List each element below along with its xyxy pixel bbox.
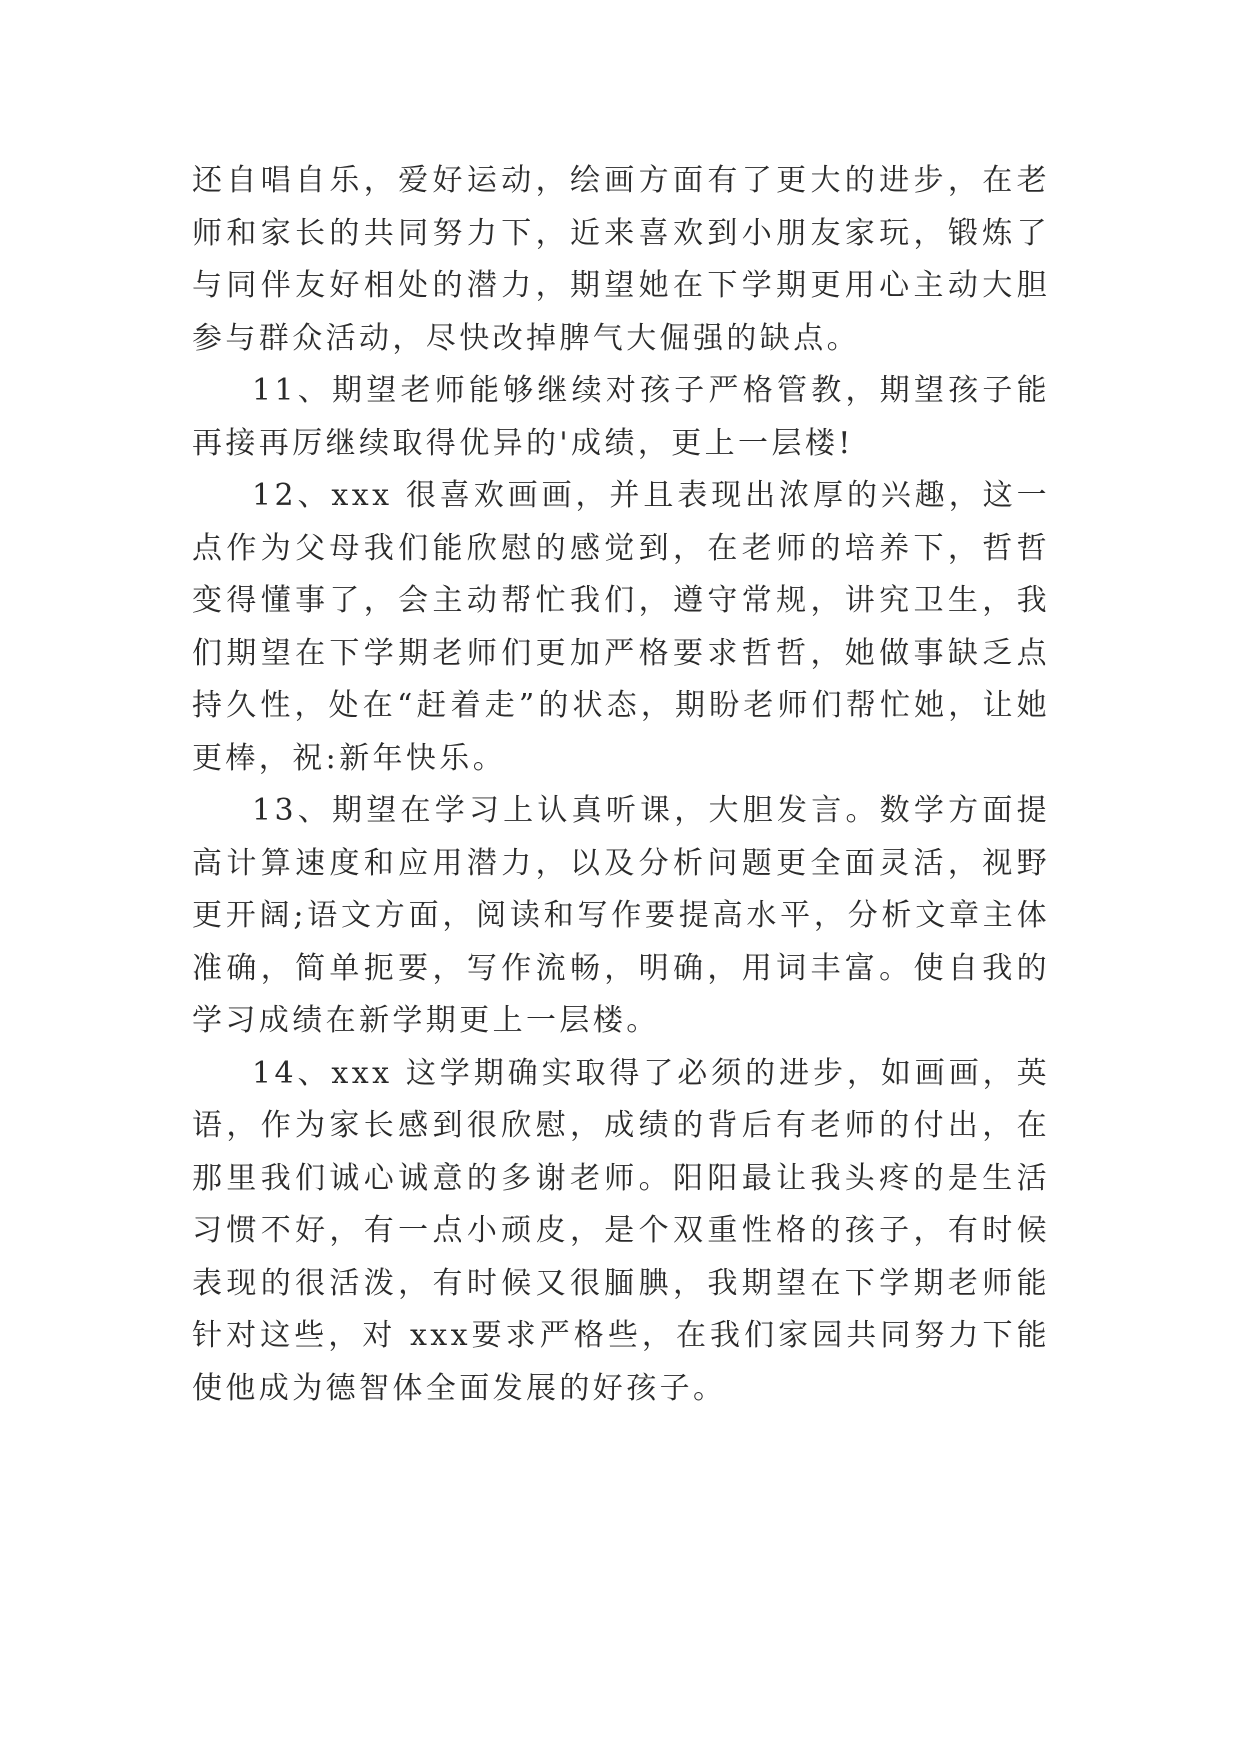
paragraph-item-14: 14、xxx 这学期确实取得了必须的进步，如画画，英语，作为家长感到很欣慰，成绩的背后有老师的付出，在那里我们诚心诚意的多谢老师。阳阳最让我头疼的是生活习惯不好，有一点小顽皮，是个双重性格的孩子，有时候表现的很活泼，有时候又很腼腆，我期望在下学期老师能针对这些，对 xxx要求严格些，在我们家园共同努力下能使他成为德智体全面发展的好孩子。 — [192, 1055, 1050, 1406]
paragraph-item-11: 11、期望老师能够继续对孩子严格管教，期望孩子能再接再厉继续取得优异的'成绩，更上一层楼! — [192, 373, 1050, 461]
paragraph-item-12: 12、xxx 很喜欢画画，并且表现出浓厚的兴趣，这一点作为父母我们能欣慰的感觉到，在老师的培养下，哲哲变得懂事了，会主动帮忙我们，遵守常规，讲究卫生，我们期望在下学期老师们更加严格要求哲哲，她做事缺乏点持久性，处在“赶着走”的状态，期盼老师们帮忙她，让她更棒，祝:新年快乐。 — [192, 478, 1050, 776]
paragraph-continuation: 还自唱自乐，爱好运动，绘画方面有了更大的进步，在老师和家长的共同努力下，近来喜欢到小朋友家玩，锻炼了与同伴友好相处的潜力，期望她在下学期更用心主动大胆参与群众活动，尽快改掉脾气大倔强的缺点。 — [192, 163, 1050, 356]
paragraph-item-13: 13、期望在学习上认真听课，大胆发言。数学方面提高计算速度和应用潜力，以及分析问题更全面灵活，视野更开阔;语文方面，阅读和写作要提高水平，分析文章主体准确，简单扼要，写作流畅，明确，用词丰富。使自我的学习成绩在新学期更上一层楼。 — [192, 793, 1050, 1038]
document-body — [192, 155, 1050, 1415]
